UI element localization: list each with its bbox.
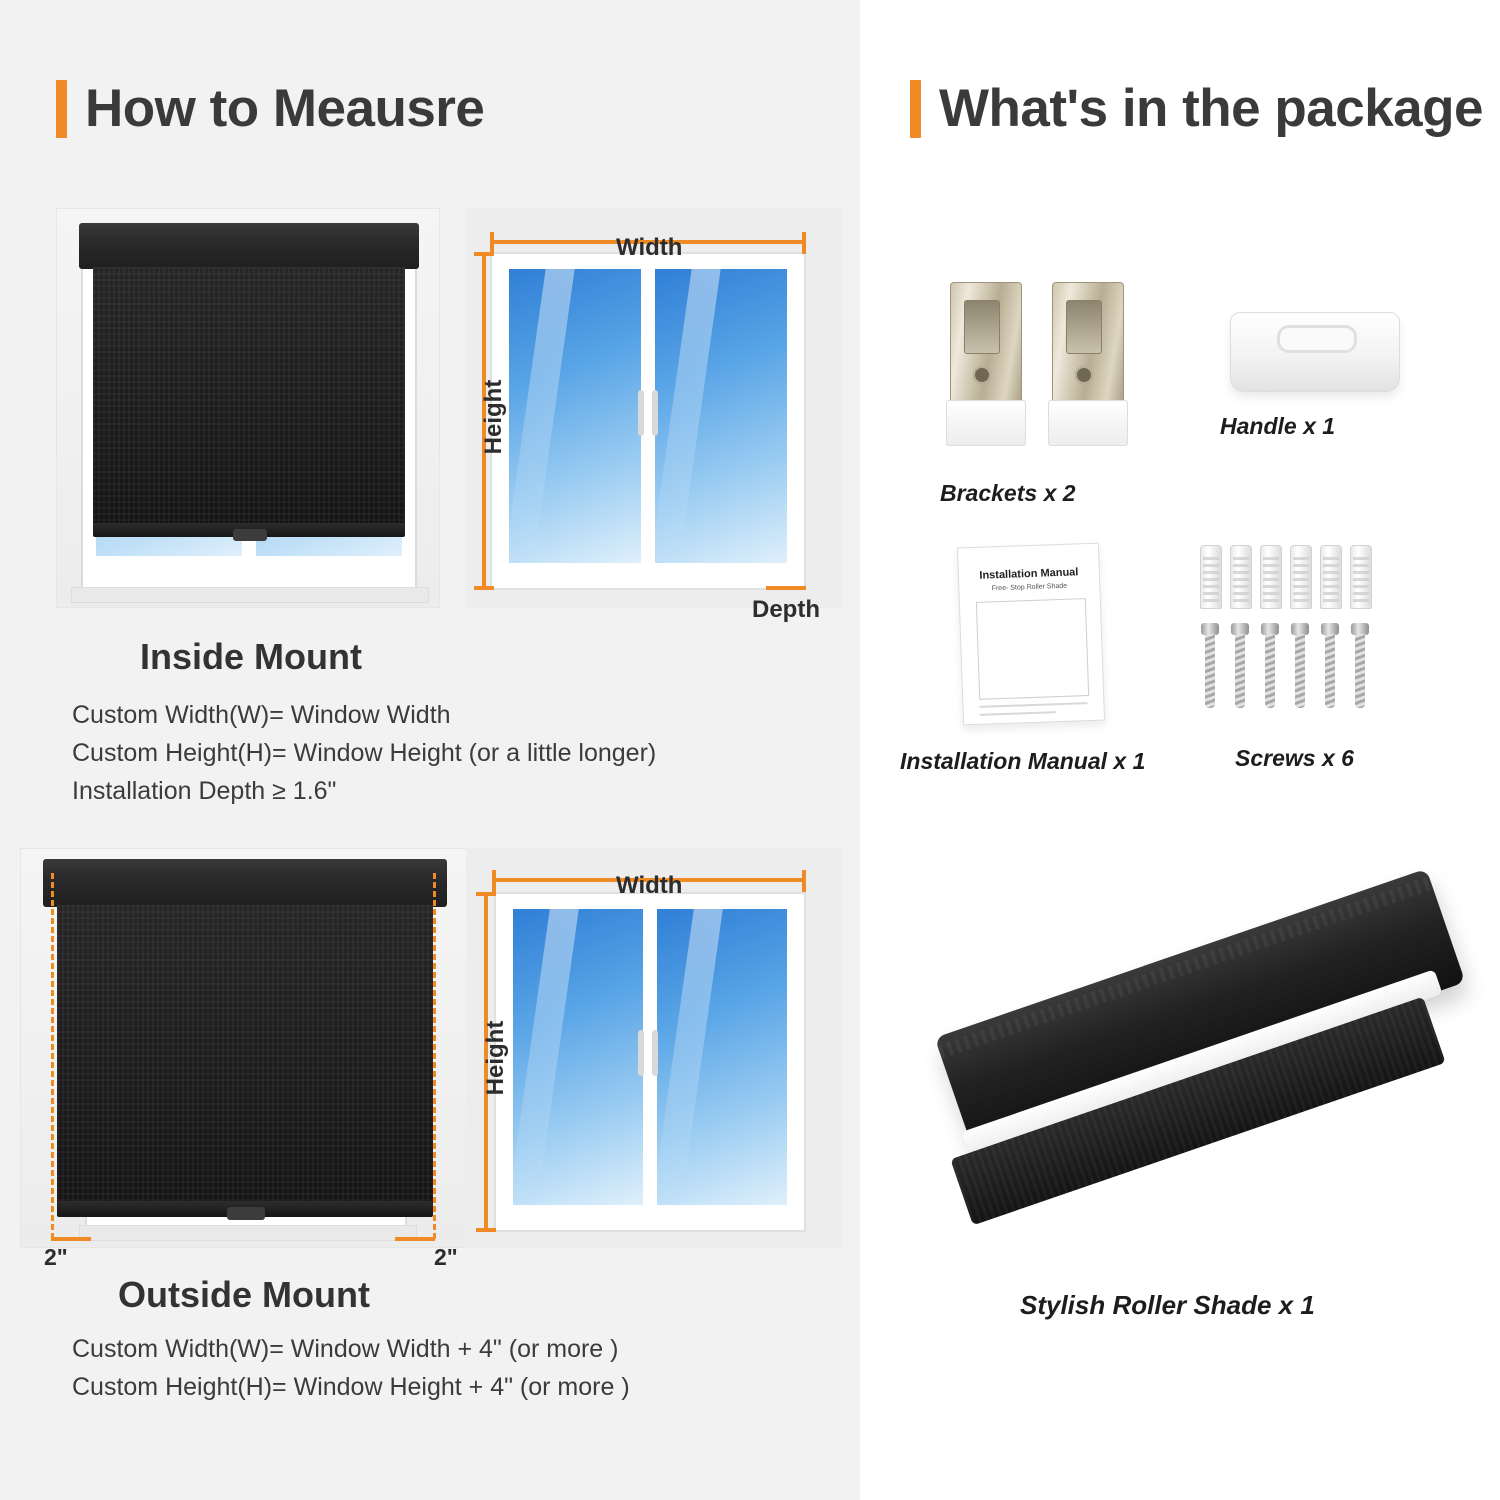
screw-shank — [1325, 634, 1335, 708]
screw-shank — [1235, 634, 1245, 708]
overhang-line-right — [395, 1237, 435, 1241]
window-handle-left — [638, 390, 644, 436]
window-glass-pair — [506, 266, 790, 566]
shade-fabric — [93, 267, 405, 527]
roller-shade-icon — [890, 880, 1490, 1280]
overhang-dashed-right — [433, 873, 436, 1239]
shade-pull-tab — [233, 529, 267, 541]
manual-cover-line — [980, 711, 1056, 716]
width-tick-left — [492, 870, 496, 892]
screw-shank — [1295, 634, 1305, 708]
wall-anchor-icon — [1230, 545, 1252, 609]
screw-icon — [1231, 623, 1249, 709]
wall-anchor-icon — [1260, 545, 1282, 609]
screw-shank — [1355, 634, 1365, 708]
bracket-slot — [964, 300, 1000, 354]
overhang-dashed-left — [51, 873, 54, 1239]
accent-bar — [56, 80, 67, 138]
handle-caption: Handle x 1 — [1220, 413, 1336, 439]
width-tick-right — [802, 232, 806, 254]
inside-mount-line-2: Custom Height(H)= Window Height (or a little longer) — [72, 739, 657, 767]
manual-icon — [957, 543, 1105, 726]
window-handle-right — [652, 390, 658, 436]
bracket-foot — [1048, 400, 1128, 446]
height-label: Height — [480, 379, 507, 455]
bracket-foot — [946, 400, 1026, 446]
handle-grip — [1277, 325, 1357, 353]
width-label: Width — [616, 234, 683, 261]
shade-cassette — [79, 223, 419, 269]
glass-pane-right — [654, 906, 790, 1208]
heading-text: How to Meausre — [85, 79, 485, 138]
bracket-icon — [946, 282, 1024, 442]
screw-icon — [1261, 623, 1279, 709]
inside-mount-title: Inside Mount — [140, 636, 362, 677]
overhang-label-left: 2" — [44, 1244, 68, 1270]
shade-cassette — [43, 859, 447, 907]
outside-mount-line-2: Custom Height(H)= Window Height + 4" (or more ) — [72, 1373, 630, 1401]
outside-mount-shade-illustration — [20, 848, 470, 1248]
height-tick-top — [476, 892, 496, 896]
bracket-icon — [1048, 282, 1126, 442]
screws-caption: Screws x 6 — [1235, 745, 1354, 771]
screw-icon — [1351, 623, 1369, 709]
package-contents-panel — [860, 0, 1500, 1500]
bracket-hole — [973, 366, 991, 384]
overhang-label-right: 2" — [434, 1244, 458, 1270]
manual-cover-figure — [976, 598, 1089, 700]
screw-shank — [1205, 634, 1215, 708]
how-to-measure-heading — [56, 78, 484, 139]
manual-caption: Installation Manual x 1 — [900, 748, 1146, 774]
bracket-hole — [1075, 366, 1093, 384]
screw-icon — [1291, 623, 1309, 709]
manual-cover-title: Installation Manual — [979, 566, 1079, 582]
screws-group — [1200, 545, 1400, 725]
package-heading — [910, 78, 1483, 139]
shade-fabric — [57, 905, 433, 1207]
inside-mount-shade-illustration — [56, 208, 440, 608]
brackets-caption: Brackets x 2 — [940, 480, 1076, 506]
window-handle-left — [638, 1030, 644, 1076]
bracket-slot — [1066, 300, 1102, 354]
outside-mount-line-1: Custom Width(W)= Window Width + 4" (or more ) — [72, 1335, 619, 1363]
glass-pane-right — [652, 266, 790, 566]
overhang-line-left — [51, 1237, 91, 1241]
width-tick-left — [490, 232, 494, 254]
inside-mount-text — [72, 696, 656, 810]
height-tick-top — [474, 252, 494, 256]
window-handle-right — [652, 1030, 658, 1076]
heading-text: What's in the package — [939, 79, 1484, 138]
outside-mount-text — [72, 1330, 630, 1406]
manual-cover-subtitle: Free- Stop Roller Shade — [991, 582, 1068, 593]
glass-pane-left — [510, 906, 646, 1208]
wall-anchor-icon — [1200, 545, 1222, 609]
outside-mount-measure-diagram — [466, 848, 842, 1248]
roller-shade-caption: Stylish Roller Shade x 1 — [1020, 1290, 1315, 1320]
wall-anchor-icon — [1290, 545, 1312, 609]
height-tick-bottom — [474, 586, 494, 590]
window-sill — [71, 587, 429, 603]
width-label: Width — [616, 872, 683, 899]
shade-pull-tab — [227, 1207, 265, 1220]
wall-anchor-icon — [1320, 545, 1342, 609]
inside-mount-line-3: Installation Depth ≥ 1.6" — [72, 777, 337, 805]
inside-mount-measure-diagram — [466, 208, 842, 623]
height-tick-bottom — [476, 1228, 496, 1232]
screw-shank — [1265, 634, 1275, 708]
screw-icon — [1321, 623, 1339, 709]
depth-measure-line — [766, 586, 806, 590]
depth-label: Depth — [752, 596, 820, 623]
glass-pane-left — [506, 266, 644, 566]
height-label: Height — [482, 1020, 509, 1096]
wall-anchor-icon — [1350, 545, 1372, 609]
screw-icon — [1201, 623, 1219, 709]
accent-bar — [910, 80, 921, 138]
outside-mount-title: Outside Mount — [118, 1274, 370, 1315]
window-glass-pair — [510, 906, 790, 1208]
handle-icon — [1230, 312, 1400, 392]
manual-cover-line — [979, 702, 1087, 708]
inside-mount-line-1: Custom Width(W)= Window Width — [72, 701, 451, 729]
width-tick-right — [802, 870, 806, 892]
window-sill — [79, 1225, 417, 1241]
